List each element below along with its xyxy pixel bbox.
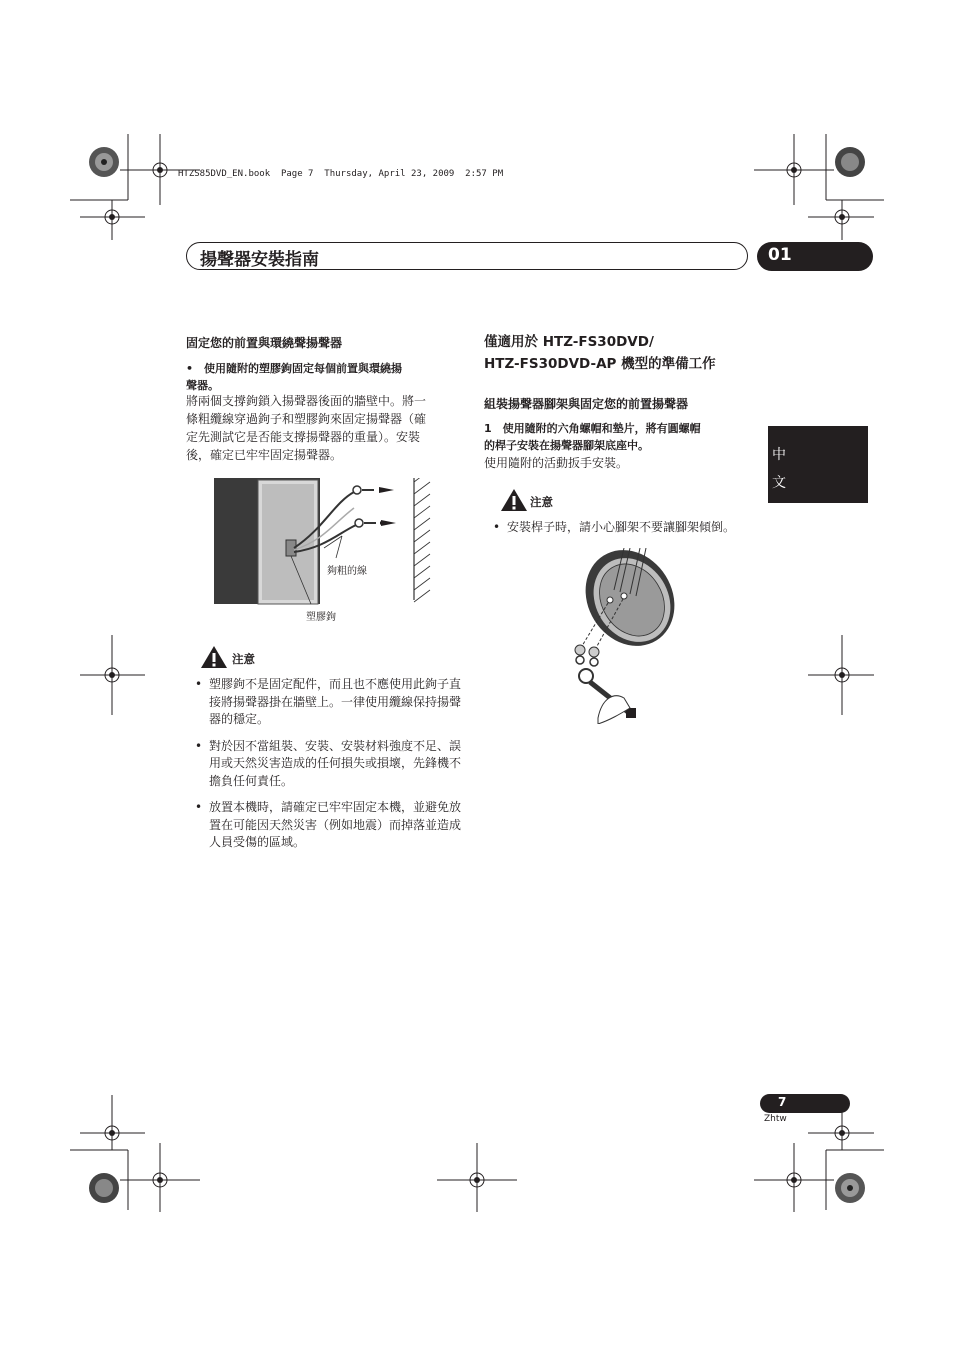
left-para-line-1: 將兩個支撐鉤鎖入揚聲器後面的牆壁中。將一 — [186, 394, 427, 408]
figure-label-hook: 塑膠鉤 — [306, 612, 336, 623]
figure-label-wire: 夠粗的線 — [327, 566, 367, 577]
stand-base-figure — [568, 548, 698, 724]
left-bullet-line-2: 聲器。 — [186, 379, 219, 392]
book-info-line: HTZS85DVD_EN.book Page 7 Thursday, April 23, 2009 2:57 PM — [178, 169, 504, 179]
caution-item: • 塑膠鉤不是固定配件，而且也不應使用此鉤子直接將揚聲器掛在牆壁上。一律使用纜線保持揚聲器的穩定。 — [195, 676, 463, 729]
section-title: 揚聲器安裝指南 — [200, 250, 319, 270]
language-code: Zhtw — [764, 1114, 787, 1124]
left-para-line-4: 後，確定已牢牢固定揚聲器。 — [186, 448, 343, 462]
chapter-number: 01 — [768, 245, 792, 265]
caution-label: 注意 — [232, 652, 255, 666]
warning-icon — [500, 488, 528, 512]
left-para-line-2: 條粗纜線穿過鉤子和塑膠鉤來固定揚聲器（確 — [186, 412, 427, 426]
step-text: 使用隨附的活動扳手安裝。 — [484, 456, 629, 470]
right-heading-line-2: HTZ-FS30DVD-AP 機型的準備工作 — [484, 356, 716, 372]
warning-icon — [200, 645, 228, 669]
caution-item: • 安裝桿子時，請小心腳架不要讓腳架傾倒。 — [493, 519, 773, 537]
left-para-line-3: 定先測試它是否能支撐揚聲器的重量）。安裝 — [186, 430, 421, 444]
caution-list — [195, 676, 463, 861]
speaker-wall-figure — [214, 478, 438, 608]
left-bullet-line-1: • 使用隨附的塑膠鉤固定每個前置與環繞揚 — [186, 362, 403, 375]
step-line-2: 的桿子安裝在揚聲器腳架底座中。 — [484, 439, 649, 452]
caution-label: 注意 — [530, 495, 553, 509]
language-tab-char-1: 中 — [772, 447, 786, 463]
step-line-1: 1 使用隨附的六角螺帽和墊片，將有圓螺帽 — [484, 422, 701, 435]
left-heading: 固定您的前置與環繞聲揚聲器 — [186, 336, 343, 350]
caution-item: • 對於因不當組裝、安裝、安裝材料強度不足、誤用或天然災害造成的任何損失或損壞，先鋒機不擔負任何責任。 — [195, 738, 463, 791]
page-number-badge — [760, 1094, 850, 1113]
caution-item: • 放置本機時，請確定已牢牢固定本機，並避免放置在可能因天然災害（例如地震）而掉落並造成人員受傷的區域。 — [195, 799, 463, 852]
page-number: 7 — [778, 1095, 787, 1109]
language-tab-char-2: 文 — [772, 475, 786, 491]
caution-list — [493, 519, 773, 546]
right-subheading: 組裝揚聲器腳架與固定您的前置揚聲器 — [484, 397, 689, 411]
right-heading-line-1: 僅適用於 HTZ-FS30DVD/ — [484, 334, 654, 350]
